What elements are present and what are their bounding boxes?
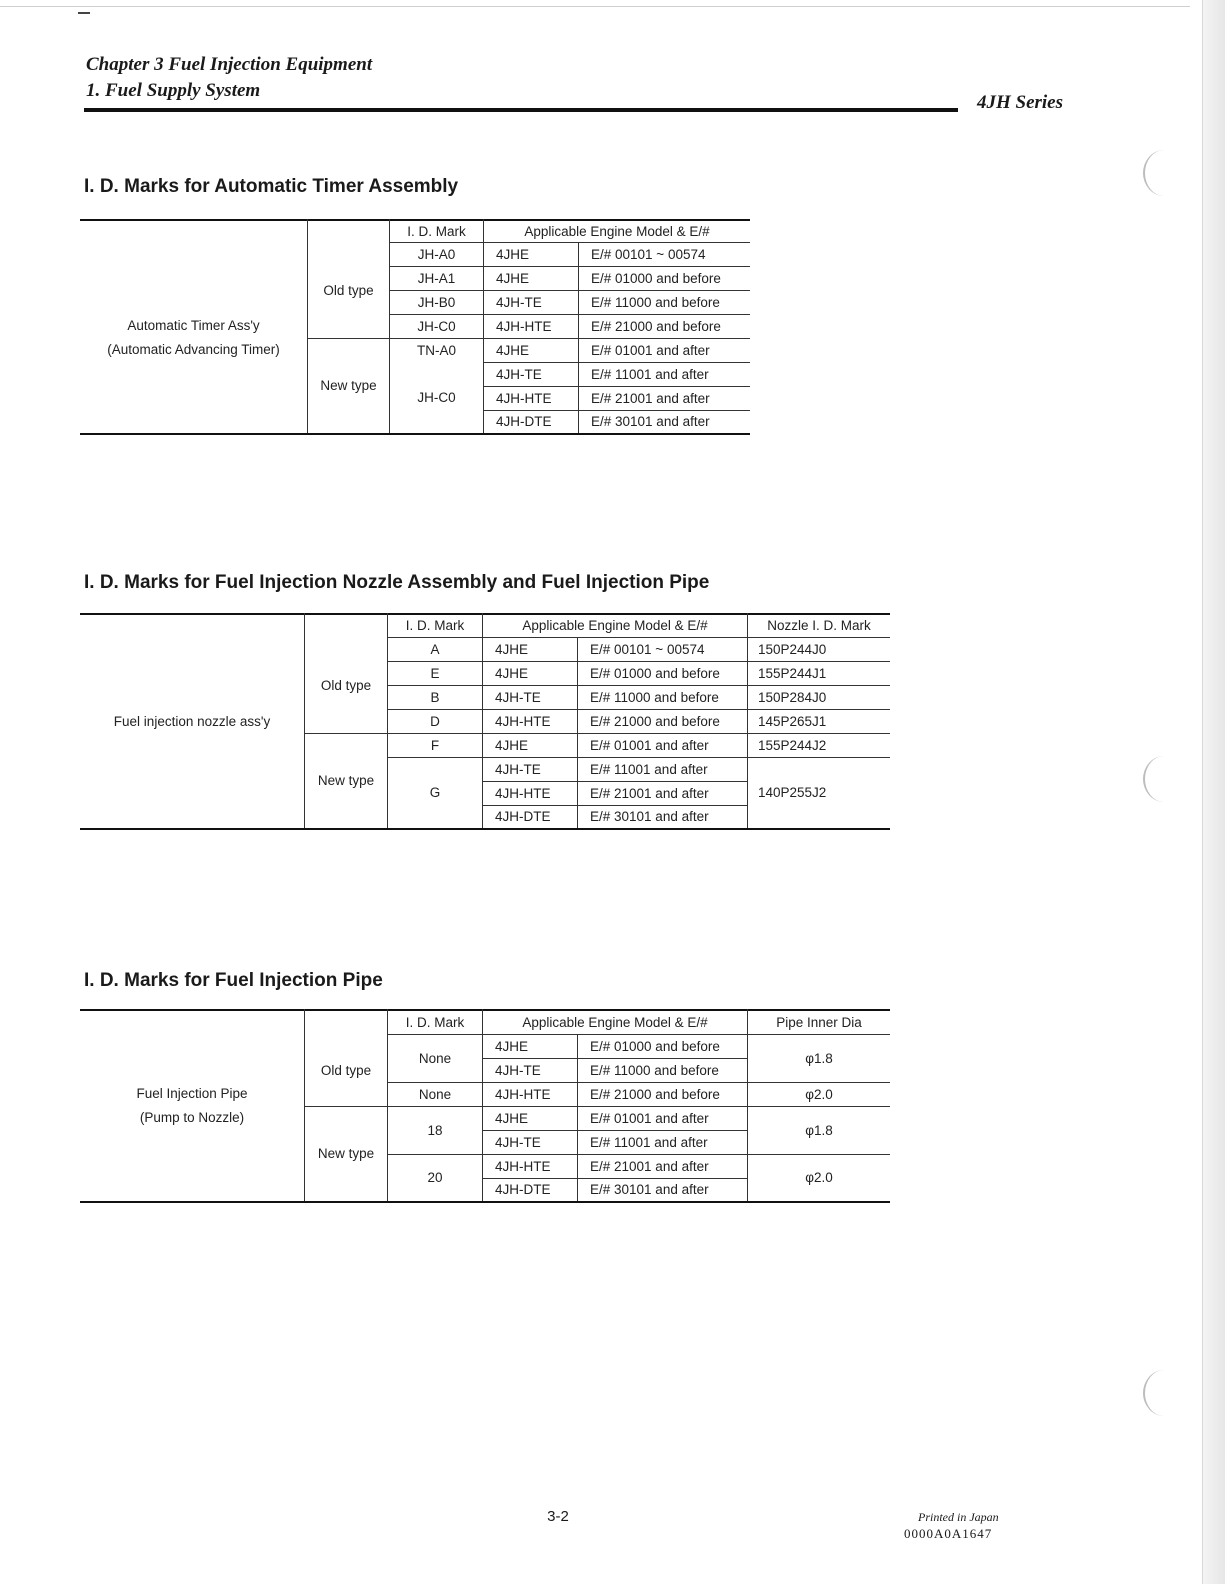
pipe-row-serial: E/# 11000 and before <box>590 1062 719 1078</box>
nozzle-col-engine: Applicable Engine Model & E/# <box>522 618 708 633</box>
pipe-row-serial: E/# 01000 and before <box>590 1038 720 1054</box>
pipe-row-model: 4JH-DTE <box>495 1182 551 1197</box>
timer-row-model: 4JHE <box>496 270 530 286</box>
pipe-new-type: New type <box>317 1146 375 1161</box>
pipe-row-serial: E/# 11001 and after <box>590 1134 708 1150</box>
timer-row-serial: E/# 01000 and before <box>591 270 721 286</box>
nozzle-row-id: A <box>430 641 440 657</box>
nozzle-group-g-mark: 140P255J2 <box>758 785 827 800</box>
nozzle-col-id: I. D. Mark <box>405 618 465 633</box>
timer-assembly-label: Automatic Timer Ass'y (Automatic Advancing Timer) <box>107 318 280 357</box>
timer-row-id: JH-A1 <box>417 270 456 286</box>
header-rule <box>84 108 958 112</box>
top-rule <box>0 6 1190 7</box>
nozzle-table-title: I. D. Marks for Fuel Injection Nozzle Assembly and Fuel Injection Pipe <box>84 572 710 593</box>
page-number: 3-2 <box>547 1508 569 1525</box>
pipe-row-model: 4JH-HTE <box>495 1158 551 1174</box>
timer-row-serial: E/# 11000 and before <box>591 294 720 310</box>
pipe-row-model: 4JH-TE <box>495 1134 541 1150</box>
chapter-title: Chapter 3 Fuel Injection Equipment <box>86 54 373 75</box>
pipe-col-engine: Applicable Engine Model & E/# <box>522 1014 708 1030</box>
pipe-group-id: 18 <box>427 1122 443 1138</box>
timer-row-model: 4JH-TE <box>496 366 542 382</box>
timer-row-serial: E/# 11001 and after <box>591 366 709 382</box>
nozzle-row-model: 4JHE <box>495 737 529 753</box>
timer-group-id: JH-C0 <box>417 390 456 405</box>
nozzle-row-serial: E/# 01001 and after <box>590 737 709 753</box>
timer-row-serial: E/# 30101 and after <box>591 414 710 429</box>
nozzle-row-serial: E/# 30101 and after <box>590 809 709 824</box>
nozzle-assembly-label: Fuel injection nozzle ass'y <box>113 713 271 729</box>
printed-in-note: Printed in Japan <box>918 1510 999 1524</box>
timer-row-serial: E/# 00101 ~ 00574 <box>591 246 706 262</box>
nozzle-row-serial: E/# 21001 and after <box>590 785 709 801</box>
nozzle-row-id: F <box>430 737 440 753</box>
nozzle-row-mark: 150P244J0 <box>758 641 827 657</box>
pipe-col-id: I. D. Mark <box>405 1014 465 1030</box>
pipe-group-id: None <box>418 1086 452 1102</box>
nozzle-row-model: 4JH-HTE <box>495 713 551 729</box>
pipe-group-dia: φ1.8 <box>805 1050 833 1066</box>
nozzle-row-serial: E/# 21000 and before <box>590 713 720 729</box>
nozzle-row-serial: E/# 11000 and before <box>590 689 719 705</box>
nozzle-row-model: 4JHE <box>495 665 529 681</box>
nozzle-old-type: Old type <box>320 677 372 693</box>
timer-row-serial: E/# 01001 and after <box>591 342 710 358</box>
pipe-row-serial: E/# 01001 and after <box>590 1110 709 1126</box>
pipe-row-model: 4JH-TE <box>495 1062 541 1078</box>
pipe-assembly-label: Fuel Injection Pipe (Pump to Nozzle) <box>136 1086 248 1125</box>
timer-new-type: New type <box>320 378 377 393</box>
document-number: 0000A0A1647 <box>904 1526 993 1541</box>
timer-row-model: 4JH-TE <box>496 294 542 310</box>
timer-row-id: JH-B0 <box>417 294 456 310</box>
nozzle-new-type: New type <box>317 773 375 788</box>
timer-row-id: JH-A0 <box>417 246 456 262</box>
timer-row-serial: E/# 21001 and after <box>591 390 710 406</box>
timer-row-model: 4JHE <box>496 342 530 358</box>
timer-row-serial: E/# 21000 and before <box>591 318 721 334</box>
binder-hole-middle <box>1143 756 1185 802</box>
nozzle-row-id: E <box>430 665 440 681</box>
nozzle-row-id: B <box>430 689 440 705</box>
timer-row-model: 4JHE <box>496 246 530 262</box>
binder-hole-top <box>1143 150 1185 196</box>
pipe-col-dia: Pipe Inner Dia <box>776 1014 862 1030</box>
nozzle-row-mark: 150P284J0 <box>758 689 827 705</box>
timer-old-type: Old type <box>323 282 374 298</box>
pipe-group-dia: φ2.0 <box>805 1170 833 1185</box>
timer-col-engine: Applicable Engine Model & E/# <box>524 223 710 239</box>
nozzle-row-id: D <box>430 713 440 729</box>
pipe-row-model: 4JH-HTE <box>495 1086 551 1102</box>
nozzle-row-mark: 155P244J2 <box>758 737 827 753</box>
pipe-table-title: I. D. Marks for Fuel Injection Pipe <box>84 970 383 991</box>
pipe-group-dia: φ1.8 <box>805 1122 833 1138</box>
nozzle-group-g-id: G <box>429 785 441 800</box>
chapter-heading <box>86 52 372 104</box>
pipe-row-model: 4JHE <box>495 1038 529 1054</box>
timer-row-id: TN-A0 <box>416 342 456 358</box>
top-mark <box>78 12 90 14</box>
nozzle-row-mark: 155P244J1 <box>758 665 827 681</box>
pipe-group-dia: φ2.0 <box>805 1086 833 1102</box>
timer-row-model: 4JH-HTE <box>496 318 552 334</box>
nozzle-row-model: 4JH-DTE <box>495 809 551 824</box>
pipe-row-serial: E/# 30101 and after <box>590 1182 709 1197</box>
timer-row-model: 4JH-HTE <box>496 390 552 406</box>
pipe-group-id: None <box>418 1050 452 1066</box>
nozzle-row-model: 4JHE <box>495 641 529 657</box>
section-title: 1. Fuel Supply System <box>86 80 261 101</box>
binder-hole-bottom <box>1143 1370 1185 1416</box>
timer-table-title: I. D. Marks for Automatic Timer Assembly <box>84 176 459 197</box>
timer-col-id: I. D. Mark <box>407 223 466 239</box>
nozzle-row-model: 4JH-HTE <box>495 785 551 801</box>
nozzle-row-serial: E/# 01000 and before <box>590 665 720 681</box>
nozzle-row-model: 4JH-TE <box>495 689 541 705</box>
nozzle-col-nozzle: Nozzle I. D. Mark <box>767 618 871 633</box>
pipe-row-serial: E/# 21001 and after <box>590 1158 709 1174</box>
nozzle-row-model: 4JH-TE <box>495 761 541 777</box>
pipe-row-model: 4JHE <box>495 1110 529 1126</box>
page-edge <box>1202 0 1225 1584</box>
pipe-row-serial: E/# 21000 and before <box>590 1086 720 1102</box>
series-label: 4JH Series <box>976 92 1063 113</box>
pipe-group-id: 20 <box>427 1170 443 1185</box>
nozzle-row-serial: E/# 11001 and after <box>590 761 708 777</box>
timer-row-id: JH-C0 <box>417 318 456 334</box>
nozzle-row-serial: E/# 00101 ~ 00574 <box>590 641 705 657</box>
pipe-old-type: Old type <box>320 1062 372 1078</box>
timer-row-model: 4JH-DTE <box>496 414 552 429</box>
nozzle-row-mark: 145P265J1 <box>758 713 827 729</box>
